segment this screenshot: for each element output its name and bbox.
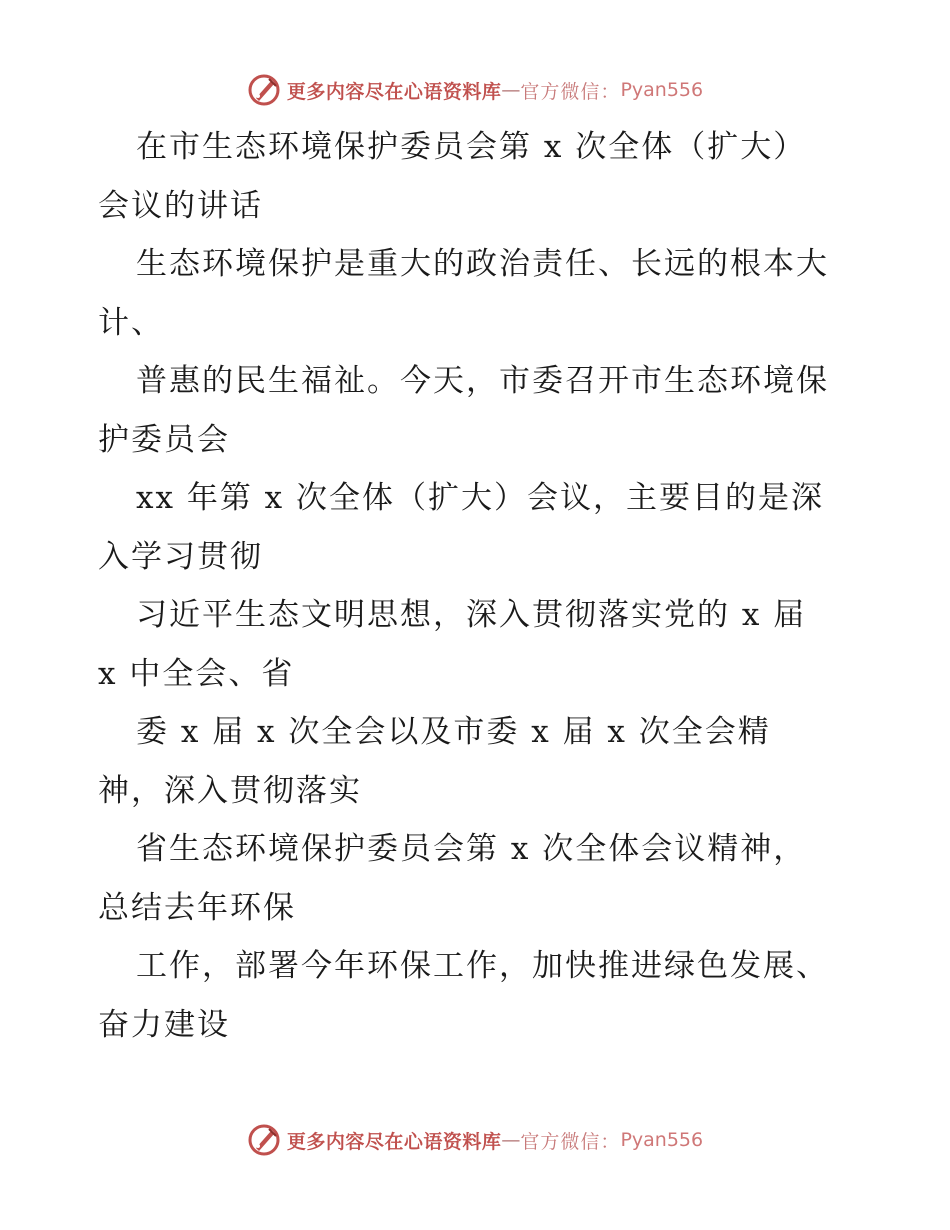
footer-watermark bbox=[0, 1120, 950, 1160]
watermark-dash: — bbox=[501, 79, 521, 101]
watermark-dash: — bbox=[501, 1129, 521, 1151]
watermark-brand: 更多内容尽在心语资料库 bbox=[286, 1130, 502, 1153]
watermark-official-label: 官方微信： bbox=[520, 80, 621, 103]
text-line: 习近平生态文明思想，深入贯彻落实党的 x 届 bbox=[136, 597, 807, 633]
quill-logo-icon bbox=[247, 1123, 281, 1157]
text-line: 会议的讲话 bbox=[98, 187, 263, 224]
text-line: x 中全会、省 bbox=[98, 655, 295, 692]
text-line: 工作，部署今年环保工作，加快推进绿色发展、 bbox=[136, 948, 829, 984]
text-line: 省生态环境保护委员会第 x 次全体会议精神， bbox=[136, 831, 807, 867]
quill-logo-icon bbox=[247, 73, 281, 107]
watermark-brand: 更多内容尽在心语资料库 bbox=[286, 80, 502, 103]
header-watermark bbox=[0, 70, 950, 110]
text-line: 神，深入贯彻落实 bbox=[98, 772, 362, 809]
text-line: 计、 bbox=[98, 304, 164, 341]
text-line: xx 年第 x 次全体（扩大）会议，主要目的是深 bbox=[136, 480, 825, 516]
text-line: 奋力建设 bbox=[98, 1006, 230, 1043]
text-line: 入学习贯彻 bbox=[98, 538, 263, 575]
text-line: 普惠的民生福祉。今天，市委召开市生态环境保 bbox=[136, 363, 829, 399]
watermark-wechat-id: Pyan556 bbox=[620, 1129, 704, 1151]
watermark-official-label: 官方微信： bbox=[520, 1130, 621, 1153]
text-line: 委 x 届 x 次全会以及市委 x 届 x 次全会精 bbox=[136, 714, 771, 750]
document-body bbox=[98, 118, 858, 1054]
text-line: 在市生态环境保护委员会第 x 次全体（扩大） bbox=[136, 129, 807, 165]
text-line: 生态环境保护是重大的政治责任、长远的根本大 bbox=[136, 246, 829, 282]
text-line: 总结去年环保 bbox=[98, 889, 296, 926]
text-line: 护委员会 bbox=[98, 421, 230, 458]
watermark-wechat-id: Pyan556 bbox=[620, 79, 704, 101]
